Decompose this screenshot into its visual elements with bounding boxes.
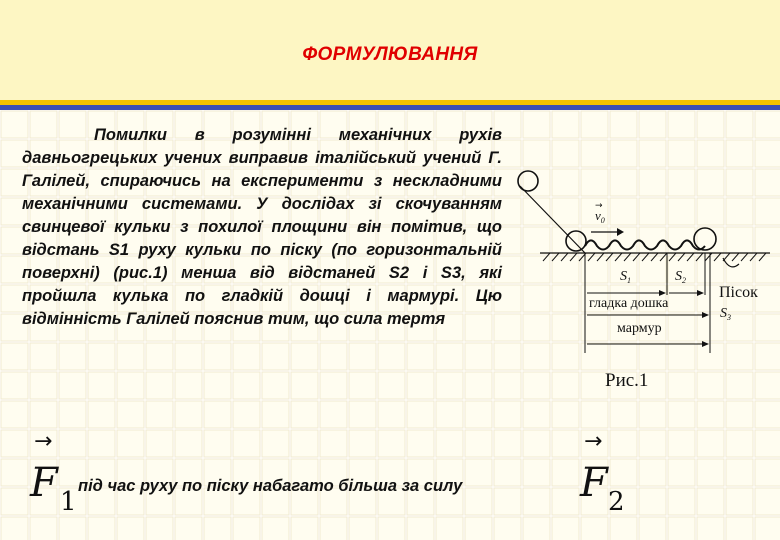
grid-cell [436, 343, 463, 370]
grid-cell [407, 430, 434, 457]
grid-cell [1, 430, 28, 457]
slide-title: ФОРМУЛЮВАННЯ [302, 44, 478, 65]
hatch-stroke [633, 253, 640, 261]
grid-cell [436, 430, 463, 457]
grid-cell [552, 401, 579, 428]
header-stripe-blue [0, 105, 780, 110]
grid-cell [204, 401, 231, 428]
grid-cell [407, 372, 434, 399]
velocity-arrowhead [617, 228, 624, 236]
f2-letter: F [580, 460, 608, 506]
grid-cell [146, 517, 173, 540]
grid-cell [146, 430, 173, 457]
figure-caption: Рис.1 [605, 370, 649, 391]
grid-cell [146, 343, 173, 370]
hatch-stroke [615, 253, 622, 261]
grid-cell [291, 372, 318, 399]
grid-cell [407, 401, 434, 428]
f2-subscript: 2 [608, 487, 625, 517]
grid-cell [552, 517, 579, 540]
hatch-stroke [714, 253, 721, 261]
sand-wave [585, 240, 705, 249]
hatch-stroke [741, 253, 748, 261]
grid-cell [436, 401, 463, 428]
grid-cell [349, 401, 376, 428]
grid-cell [1, 488, 28, 515]
grid-cell [436, 517, 463, 540]
grid-cell [88, 401, 115, 428]
grid-cell [320, 401, 347, 428]
hatch-stroke [687, 253, 694, 261]
grid-cell [610, 111, 637, 138]
grid-cell [436, 372, 463, 399]
grid-cell [88, 372, 115, 399]
grid-cell [494, 430, 521, 457]
grid-cell [262, 517, 289, 540]
grid-cell [88, 430, 115, 457]
incline-line [520, 186, 585, 253]
grid-cell [349, 372, 376, 399]
grid-cell [494, 517, 521, 540]
grid-cell [1, 401, 28, 428]
hatch-stroke [543, 253, 550, 261]
grid-cell [146, 401, 173, 428]
grid-cell [59, 372, 86, 399]
grid-cell [378, 372, 405, 399]
grid-cell [378, 517, 405, 540]
figure-1 [505, 160, 775, 395]
formula-f2 [578, 428, 638, 518]
hatch-stroke [597, 253, 604, 261]
grid-cell [233, 343, 260, 370]
grid-cell [204, 430, 231, 457]
grid-cell [552, 459, 579, 486]
hatch-stroke [570, 253, 577, 261]
grid-cell [610, 401, 637, 428]
grid-cell [581, 517, 608, 540]
s3-label: $S_3$ [720, 306, 731, 322]
smooth-board-arrowhead [702, 312, 709, 318]
grid-cell [726, 401, 753, 428]
hatch-stroke [588, 253, 595, 261]
grid-cell [349, 343, 376, 370]
grid-cell [755, 488, 780, 515]
grid-cell [465, 372, 492, 399]
grid-cell [668, 459, 695, 486]
grid-cell [291, 343, 318, 370]
grid-cell [639, 401, 666, 428]
smooth-board-label: гладка дошка [589, 296, 669, 311]
hatch-stroke [552, 253, 559, 261]
grid-cell [465, 488, 492, 515]
grid-cell [262, 372, 289, 399]
grid-cell [552, 111, 579, 138]
f1-letter: F [30, 460, 58, 506]
grid-cell [175, 401, 202, 428]
grid-cell [320, 517, 347, 540]
grid-cell [233, 372, 260, 399]
grid-cell [610, 517, 637, 540]
grid-cell [1, 517, 28, 540]
grid-cell [233, 401, 260, 428]
grid-cell [233, 517, 260, 540]
hatch-stroke [696, 253, 703, 261]
grid-cell [697, 488, 724, 515]
grid-cell [59, 343, 86, 370]
grid-cell [581, 401, 608, 428]
grid-cell [523, 517, 550, 540]
grid-cell [349, 430, 376, 457]
grid-cell [639, 459, 666, 486]
grid-cell [465, 401, 492, 428]
ball-top [518, 171, 538, 191]
grid-cell [1, 459, 28, 486]
grid-cell [175, 430, 202, 457]
grid-cell [697, 111, 724, 138]
grid-cell [494, 488, 521, 515]
grid-cell [639, 517, 666, 540]
grid-cell [755, 517, 780, 540]
grid-cell [262, 430, 289, 457]
grid-cell [117, 401, 144, 428]
grid-cell [697, 517, 724, 540]
hatch-stroke [750, 253, 757, 261]
grid-cell [378, 343, 405, 370]
s1-label: $S_1$ [620, 269, 631, 285]
grid-cell [697, 401, 724, 428]
s2-label: $S_2$ [675, 269, 686, 285]
grid-cell [1, 343, 28, 370]
hatch-stroke [678, 253, 685, 261]
grid-cell [494, 401, 521, 428]
grid-cell [668, 488, 695, 515]
grid-cell [523, 430, 550, 457]
grid-cell [117, 372, 144, 399]
ground-hatching [543, 253, 766, 261]
bottom-text: під час руху по піску набагато більша за силу [78, 477, 463, 495]
velocity-vector-mark: → [595, 201, 603, 211]
velocity-label: $v_0$ [595, 208, 605, 225]
marble-arrowhead [702, 341, 709, 347]
grid-cell [320, 372, 347, 399]
hatch-stroke [561, 253, 568, 261]
hatch-stroke [669, 253, 676, 261]
grid-cell [726, 488, 753, 515]
hatch-stroke [660, 253, 667, 261]
hatch-stroke [759, 253, 766, 261]
grid-cell [117, 517, 144, 540]
grid-cell [59, 401, 86, 428]
grid-cell [523, 401, 550, 428]
grid-cell [668, 430, 695, 457]
sand-label: Пісок [719, 284, 758, 301]
grid-cell [755, 111, 780, 138]
grid-cell [1, 372, 28, 399]
hatch-stroke [705, 253, 712, 261]
grid-cell [639, 111, 666, 138]
grid-cell [291, 517, 318, 540]
grid-cell [30, 517, 57, 540]
grid-cell [726, 459, 753, 486]
grid-cell [552, 430, 579, 457]
grid-cell [88, 343, 115, 370]
marble-label: мармур [617, 321, 662, 336]
grid-cell [755, 401, 780, 428]
grid-cell [755, 459, 780, 486]
grid-cell [262, 401, 289, 428]
grid-cell [465, 459, 492, 486]
grid-cell [465, 343, 492, 370]
grid-cell [726, 517, 753, 540]
grid-cell [30, 401, 57, 428]
grid-cell [407, 343, 434, 370]
grid-cell [320, 343, 347, 370]
grid-cell [146, 372, 173, 399]
grid-cell [668, 517, 695, 540]
grid-cell [378, 430, 405, 457]
hatch-stroke [606, 253, 613, 261]
grid-cell [726, 430, 753, 457]
f2-vector-arrow: → [584, 429, 603, 454]
grid-cell [465, 430, 492, 457]
grid-cell [233, 430, 260, 457]
grid-cell [30, 343, 57, 370]
grid-cell [88, 517, 115, 540]
grid-cell [117, 430, 144, 457]
formula-f1 [28, 428, 88, 518]
grid-cell [552, 488, 579, 515]
grid-cell [639, 430, 666, 457]
grid-cell [204, 517, 231, 540]
grid-cell [407, 517, 434, 540]
grid-cell [523, 488, 550, 515]
sand-pointer [723, 258, 739, 267]
body-paragraph: Помилки в розумінні механічних рухів давньогрецьких учених виправив італійський учений Г. Галілей, спираючись на експерименти з нескладними механічними системами. У дослідах зі скочуванням свинцевої кульки з похилої площини він помітив, що відстань S1 руху кульки по піску (по горизонтальній поверхні) (рис.1) менша від відстаней S2 і S3, які пройшла кулька по гладкій дошці і мармурі. Цю відмінність Галілей пояснив тим, що сила тертя [22, 126, 502, 328]
grid-cell [523, 459, 550, 486]
grid-cell [378, 401, 405, 428]
grid-cell [175, 517, 202, 540]
grid-cell [697, 430, 724, 457]
hatch-stroke [732, 253, 739, 261]
grid-cell [320, 430, 347, 457]
grid-cell [726, 111, 753, 138]
grid-cell [175, 372, 202, 399]
grid-cell [639, 488, 666, 515]
grid-cell [755, 430, 780, 457]
grid-cell [697, 459, 724, 486]
grid-cell [262, 343, 289, 370]
hatch-stroke [642, 253, 649, 261]
grid-cell [465, 517, 492, 540]
grid-cell [30, 372, 57, 399]
grid-cell [117, 343, 144, 370]
hatch-stroke [624, 253, 631, 261]
grid-cell [349, 517, 376, 540]
grid-cell [668, 401, 695, 428]
f1-subscript: 1 [60, 487, 77, 517]
grid-cell [523, 111, 550, 138]
grid-cell [291, 430, 318, 457]
hatch-stroke [651, 253, 658, 261]
grid-cell [59, 517, 86, 540]
grid-cell [204, 372, 231, 399]
s2-arrowhead [697, 290, 704, 296]
grid-cell [494, 459, 521, 486]
ball-bottom [566, 231, 586, 251]
grid-cell [291, 401, 318, 428]
grid-cell [581, 111, 608, 138]
grid-cell [175, 343, 202, 370]
f1-vector-arrow: → [34, 429, 53, 454]
grid-cell [204, 343, 231, 370]
grid-cell [668, 111, 695, 138]
